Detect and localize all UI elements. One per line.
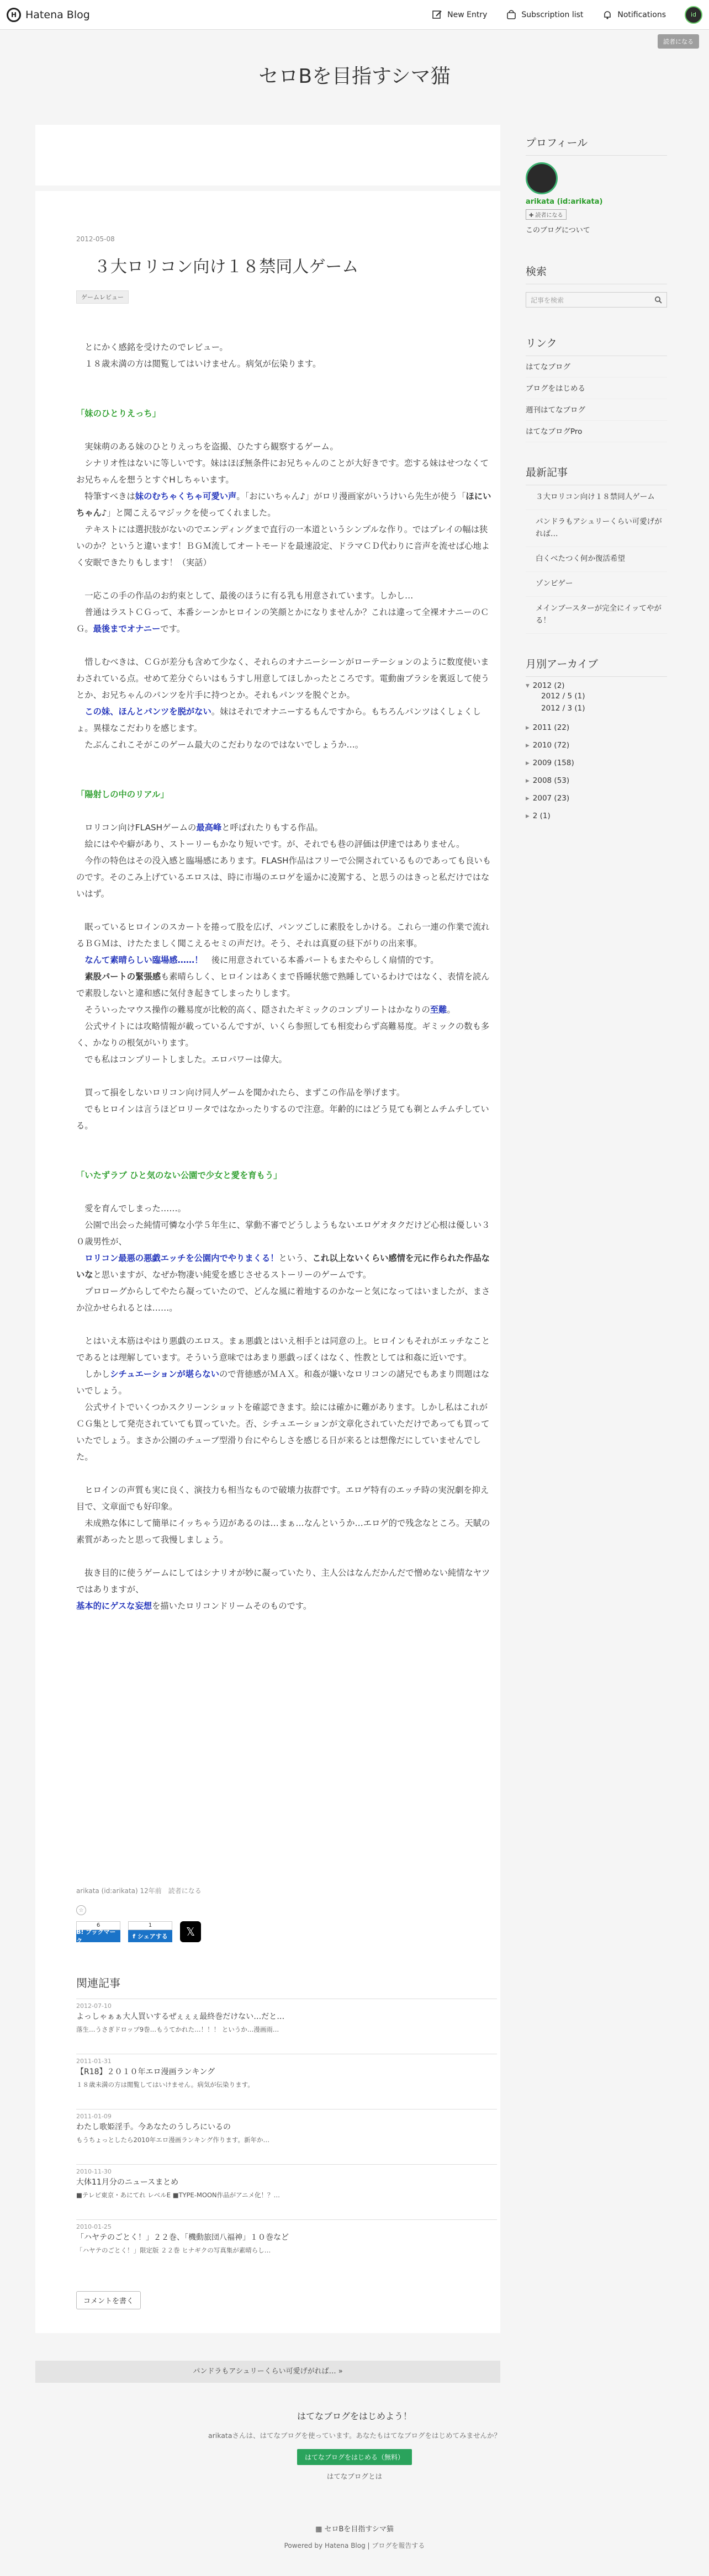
recent-entry-link[interactable]: ゾンビゲー xyxy=(526,572,667,597)
new-entry-link[interactable] xyxy=(432,9,487,20)
archive-heading: 月別アーカイブ xyxy=(526,656,667,677)
archive-month[interactable]: 2012 / 3 (1) xyxy=(541,704,585,713)
body-paragraph: たぶんこれこそがこのゲーム最大のこだわりなのではないでしょうか…。 xyxy=(76,740,364,750)
recent-entry-link[interactable]: メインブースターが完全にイッてやがる！ xyxy=(526,597,667,634)
archive-month[interactable]: 2012 / 5 (1) xyxy=(541,692,585,701)
spacer xyxy=(76,637,496,654)
archive-year-label: 2011 (22) xyxy=(532,723,570,732)
related-date: 2010-11-30 xyxy=(76,2168,112,2175)
search-icon[interactable] xyxy=(654,296,662,304)
spacer xyxy=(76,803,496,819)
related-title[interactable]: わたし歌姫淫手。今あなたのうしろにいるの xyxy=(76,2123,231,2132)
recent-entry-link[interactable]: パンドラもアシュリーくらい可愛げがれば… xyxy=(526,510,667,547)
body-paragraph: でもヒロインは言うほどロリータではなかったりするので注意。年齢的にはどう見ても剃とムチムチしている。 xyxy=(76,1104,489,1131)
spacer xyxy=(76,1068,496,1084)
body-paragraph: テキストには選択肢がないのでエンディングまで直行の一本道というシンプルな作り。ではプレイの幅は狭いのか？というと違います！ＢＧＭ流してオートモードを最速設定、ドラマＣＤ代わりに音声を流せば心地よく安眠できたりもします！（実話） xyxy=(76,524,490,568)
new-entry-label: New Entry xyxy=(447,10,488,19)
notifications-link[interactable] xyxy=(602,9,666,20)
blog-favicon-icon: ▦ xyxy=(315,2525,325,2533)
spacer xyxy=(76,372,496,389)
ad-area xyxy=(35,125,500,185)
search-placeholder: 記事を検索 xyxy=(531,296,564,304)
subscription-icon xyxy=(506,9,517,20)
facebook-button[interactable]: f シェアする xyxy=(128,1930,172,1942)
related-title[interactable]: 【R18】２０１０年エロ漫画ランキング xyxy=(76,2068,215,2076)
spacer xyxy=(76,1316,496,1333)
body-paragraph: プロローグからしてやたら凝っていたので、どんな風に着地するのかなーと気になってはいましたが、まさか泣かせられるとは……。 xyxy=(76,1286,490,1313)
entry-article xyxy=(35,191,500,2333)
body-paragraph: 公園で出会った純情可憐な小学５年生に、掌動不審でどうしようもないエロゲオタクだけど心根は優しい３０歳男性が、 xyxy=(76,1220,490,1247)
spacer xyxy=(76,753,496,770)
hatebu-share[interactable] xyxy=(76,1921,120,1942)
body-paragraph: とはいえ本筋はやはり悪戯のエロス。まぁ悪戯とはいえ相手とは同意の上。ヒロインもそれがエッチなことであるとは理解しています。そういう意味ではあまり悪戯っぽくはなく、性教としては和姦に近いです。 xyxy=(76,1336,490,1363)
archive-year-label: 2 (1) xyxy=(532,812,551,820)
emphasis-text: 基本的にゲスな妄想 xyxy=(76,1601,152,1611)
archive-year-label: 2008 (53) xyxy=(532,776,570,785)
profile-avatar[interactable] xyxy=(526,162,558,194)
chevron-right-icon[interactable]: ▸ xyxy=(526,776,530,785)
next-entry-link[interactable]: パンドラもアシュリーくらい可愛げがれば… » xyxy=(35,2361,500,2383)
body-paragraph: 公式サイトには攻略情報が載っているんですが、いくら参照しても相変わらず高難易度。ギミックの数も多く、かなりの根気がいります。 xyxy=(76,1021,490,1048)
related-snippet: ■テレビ東京・あにてれ レベルE ■TYPE-MOON作品がアニメ化！？… xyxy=(76,2191,281,2199)
sidebar-link[interactable]: はてなブログ xyxy=(526,356,667,378)
footer-blog-name-text: セロBを目指すシマ猫 xyxy=(324,2525,394,2533)
facebook-count: 1 xyxy=(128,1921,172,1930)
entry-date[interactable]: 2012-05-08 xyxy=(76,235,115,243)
emphasis-text: これ以上ないくらい感情を元に作られた作品ないな xyxy=(76,1253,490,1280)
entry-body xyxy=(76,339,496,1614)
about-link[interactable]: このブログについて xyxy=(526,226,590,235)
search-input[interactable] xyxy=(526,292,667,308)
entry-title[interactable]: ３大ロリコン向け１８禁同人ゲーム xyxy=(94,257,359,277)
related-item[interactable] xyxy=(76,2219,497,2255)
emphasis-text: 至難 xyxy=(430,1005,447,1015)
related-date: 2010-01-25 xyxy=(76,2223,112,2230)
pencil-icon xyxy=(432,9,443,20)
profile-name[interactable]: arikata (id:arikata) xyxy=(526,198,603,206)
body-paragraph: そういったマウス操作の難易度が比較的高く、隠されたギミックのコンプリートはかなりの至難。 xyxy=(76,1005,456,1015)
related-date: 2012-07-10 xyxy=(76,2002,112,2010)
related-date: 2011-01-31 xyxy=(76,2058,112,2065)
recent-list xyxy=(526,485,667,634)
profile-heading: プロフィール xyxy=(526,135,667,156)
body-paragraph: とにかく感銘を受けたのでレビュー。 xyxy=(76,342,228,352)
sidebar-link[interactable]: 週刊はてなブログ xyxy=(526,399,667,421)
chevron-right-icon[interactable]: ▸ xyxy=(526,812,530,820)
links-heading: リンク xyxy=(526,335,667,356)
body-paragraph: 未成熟な体にして簡単にイッちゃう辺があるのは…まぁ…なんというか…エロゲ的で残念なところ。天賦の素質があったと思って我慢しましょう。 xyxy=(76,1518,490,1545)
spacer xyxy=(76,1134,496,1151)
emphasis-text: 素股パートの緊張感 xyxy=(84,972,161,982)
chevron-right-icon[interactable]: ▸ xyxy=(526,759,530,767)
body-paragraph: シナリオ性はないに等しいです。妹はほぼ無条件にお兄ちゃんのことが大好きです。恋する妹はせつなくてお兄ちゃんを想うとすぐHしちゃいます。 xyxy=(76,458,489,485)
profile-reader-button[interactable]: ✚ 読者になる xyxy=(526,209,567,220)
body-paragraph: 特筆すべきは妹のむちゃくちゃ可愛い声。「おにいちゃん♪」がロリ漫画家がいうけいら先生が使う「ほにいちゃん♪」と聞こえるマジックを使ってくれました。 xyxy=(76,491,491,518)
body-paragraph: なんて素晴らしい臨場感……！ 後に用意されている本番パートもまたやらしく扇情的です。 xyxy=(84,955,439,965)
archive-year[interactable] xyxy=(526,789,667,807)
spacer xyxy=(76,422,496,438)
archive-year-label: 2010 (72) xyxy=(532,741,570,750)
footer-blog-name[interactable] xyxy=(0,2523,709,2533)
body-paragraph: ヒロインの声質も実に良く、演技力も相当なもので破壊力抜群です。エロゲ特有のエッチ時の実況劇を抑え目で、文章面でも好印象。 xyxy=(76,1485,489,1512)
subscription-list-link[interactable] xyxy=(506,9,583,20)
body-paragraph: ロリコン最悪の悪戯エッチを公園内でやりまくる！という、これ以上ないくらい感情を元に作られた作品ないなと思いますが、なぜか物凄い純愛を感じさせるストーリーのゲームです。 xyxy=(76,1253,490,1280)
body-paragraph: 惜しむべきは、ＣＧが差分も含めて少なく、それらのオナニーシーンがローテーションのように数度使いまわされている点。せめて差分ぐらいはもうすし用意してほしかったところです。電動歯ブラシを裏返して使うとか、お兄ちゃんのパンツを片手に持つとか。それもパンツを脱ぐとか。 xyxy=(76,657,490,700)
chevron-right-icon[interactable]: ▸ xyxy=(526,794,530,803)
start-blog-button[interactable]: はてなブログをはじめる（無料） xyxy=(297,2449,412,2465)
x-share-icon[interactable]: 𝕏 xyxy=(180,1921,201,1942)
related-snippet: 「ハヤテのごとく！」限定版 ２２巻 ヒナギクの写真集が素晴らし… xyxy=(76,2246,271,2254)
spacer xyxy=(76,770,496,786)
hatebu-count: 6 xyxy=(76,1921,120,1930)
spacer xyxy=(76,389,496,405)
body-paragraph: 今作の特色はその没入感と臨場感にあります。FLASH作品はフリーで公開されているものであっても良いものです。そのこみ上げているエロスは、時に市場のエロゲを遥かに凌駕する、と思うのはきっと私だけではないはず。 xyxy=(76,856,491,899)
hatena-blog-logo[interactable] xyxy=(7,8,90,22)
related-title: 関連記事 xyxy=(76,1976,120,1990)
body-paragraph: 実妹萌のある妹のひとりえっちを盗撮、ひたすら観察するゲーム。 xyxy=(76,442,338,452)
search-heading: 検索 xyxy=(526,263,667,284)
related-item[interactable] xyxy=(76,1999,497,2034)
sidebar-link[interactable]: ブログをはじめる xyxy=(526,378,667,399)
global-header xyxy=(0,0,709,30)
body-paragraph: 一応この手の作品のお約束として、最後のほうに有る乳も用意されています。しかし… xyxy=(76,591,414,601)
hatena-logo-icon: H xyxy=(7,8,21,22)
archive-year[interactable] xyxy=(526,719,667,736)
archive-year-label: 2007 (23) xyxy=(532,794,570,803)
section-heading[interactable]: 「妹のひとりえっち」 xyxy=(76,409,161,418)
spacer xyxy=(76,1548,496,1565)
emphasis-text: シチュエーションが堪らない xyxy=(110,1369,219,1379)
spacer xyxy=(76,902,496,919)
related-title[interactable]: 「ハヤテのごとく！」２２巻、「機動旅団八福神」１０巻など xyxy=(76,2233,289,2242)
spacer xyxy=(76,1465,496,1482)
logo-text: Hatena Blog xyxy=(25,8,90,21)
chevron-right-icon[interactable]: ▸ xyxy=(526,741,530,750)
related-title[interactable]: 大体11月分のニュースまとめ xyxy=(76,2178,179,2187)
sidebar xyxy=(526,135,667,825)
subscription-label: Subscription list xyxy=(521,10,584,19)
footer-cta-wrap xyxy=(0,2449,709,2465)
body-paragraph: １８歳未満の方は閲覧してはいけません。病気が伝染ります。 xyxy=(76,359,321,369)
body-paragraph: しかしシチュエーションが堪らないので背徳感がＭＡＸ。和姦が嫌いなロリコンの諸兄でもあまり問題はないでしょう。 xyxy=(76,1369,490,1396)
archive-year[interactable] xyxy=(526,677,667,719)
emphasis-text: なんて素晴らしい臨場感……！ xyxy=(84,955,203,965)
links-list xyxy=(526,356,667,442)
section-heading[interactable]: 「陽射しの中のリアル」 xyxy=(76,789,169,799)
body-paragraph: 眠っているヒロインのスカートを捲って股を広げ、パンツごしに素股をしかける。これら一連の作業で流れるＢＧＭは、けたたましく聞こえるセミの声だけ。そう、それは真夏の昼下がりの出来事。 xyxy=(76,922,490,948)
body-paragraph: でも私はコンプリートしました。エロパワーは偉大。 xyxy=(76,1054,287,1064)
comment-button[interactable]: コメントを書く xyxy=(76,2291,141,2309)
notifications-label: Notifications xyxy=(617,10,666,19)
emphasis-text: ロリコン最悪の悪戯エッチを公園内でやりまくる！ xyxy=(84,1253,279,1263)
footer-cta-title: はてなブログをはじめよう！ xyxy=(297,2411,412,2421)
body-paragraph: ロリコン向けFLASHゲームの最高峰と呼ばれたりもする作品。 xyxy=(76,823,323,833)
emphasis-text: ほにいちゃん♪ xyxy=(76,491,491,518)
related-snippet: もうちょっとしたら2010年エロ漫画ランキング作ります。新年か… xyxy=(76,2136,269,2144)
share-buttons xyxy=(76,1921,201,1942)
body-paragraph: 絵にはやや癖があり、ストーリーもかなり短いです。が、それでも巷の評価は伊達ではありません。 xyxy=(76,839,465,849)
facebook-share[interactable] xyxy=(128,1921,172,1942)
reader-button[interactable]: 読者になる xyxy=(658,34,699,49)
recent-entry-link[interactable]: 白くべたつく何か復活希望 xyxy=(526,547,667,572)
spacer xyxy=(76,1151,496,1167)
blog-title[interactable]: セロBを目指すシマ猫 xyxy=(258,65,451,88)
footer-powered[interactable]: Powered by Hatena Blog | ブログを報告する xyxy=(284,2542,425,2550)
chevron-right-icon[interactable]: ▸ xyxy=(526,723,530,732)
footer-cta-text: arikataさんは、はてなブログを使っています。あなたもはてなブログをはじめてみませんか？ xyxy=(208,2431,501,2440)
body-paragraph: 素股パートの緊張感も素晴らしく、ヒロインはあくまで昏睡状態で熟睡しているわけではなく、表情を読んで素股しないと違和感に気付き起きてしまったりします。 xyxy=(76,972,490,998)
section-heading[interactable]: 「いたずラブ ひと気のない公園で少女と愛を育もう」 xyxy=(76,1170,282,1180)
body-paragraph: 買って損をしないロリコン向け同人ゲームを聞かれたら、まずこの作品を挙げます。 xyxy=(76,1088,405,1098)
star-icon[interactable]: ☆ xyxy=(76,1905,86,1915)
body-paragraph: 基本的にゲスな妄想を描いたロリコンドリームそのものです。 xyxy=(76,1601,312,1611)
archive-year-label: 2012 (2) xyxy=(532,681,565,690)
user-avatar[interactable] xyxy=(685,6,702,24)
body-paragraph: 公式サイトでいくつかスクリーンショットを確認できます。絵には確かに難があります。しかし私はこれがＣＧ集として発売されていても買っていた。否、シチュエーションが文章化されていただけであっても買っていたでしょう。まさか公園のチューブ型滑り台にやらしさを感じる日が来るとは想像だにしていませんでした。 xyxy=(76,1402,490,1462)
body-paragraph: 普通はラストＣＧって、本番シーンかヒロインの笑顔とかになりませんか？これは違って全裸オナニーのＣＧ。最後までオナニーです。 xyxy=(76,607,489,634)
entry-footer[interactable]: arikata (id:arikata) 12年前 読者になる xyxy=(76,1887,202,1895)
hatebu-button[interactable]: B! ブックマーク xyxy=(76,1930,120,1942)
chevron-down-icon[interactable]: ▾ xyxy=(526,681,530,690)
related-item[interactable] xyxy=(76,2054,497,2089)
archive-year[interactable] xyxy=(526,736,667,754)
body-paragraph: 愛を育んでしまった……。 xyxy=(76,1204,186,1213)
bell-icon xyxy=(602,9,613,20)
recent-entry-link[interactable]: ３大ロリコン向け１８禁同人ゲーム xyxy=(526,485,667,510)
archive-year[interactable] xyxy=(526,754,667,772)
archive-year[interactable] xyxy=(526,772,667,789)
related-snippet: １８歳未満の方は閲覧してはいけません。病気が伝染ります。 xyxy=(76,2081,254,2089)
archive-year[interactable] xyxy=(526,807,667,825)
recent-heading: 最新記事 xyxy=(526,464,667,485)
emphasis-text: この妹、ほんとパンツを脱がない xyxy=(84,707,211,717)
body-paragraph: この妹、ほんとパンツを脱がない。妹はそれでオナニーするもんですから。もちろんパンツはくしょくしょ。異様なこだわりを感じます。 xyxy=(76,707,481,733)
related-title[interactable]: よっしゃぁぁ大人買いするぜぇぇぇ最終巻だけない…だと… xyxy=(76,2012,285,2021)
entry-category[interactable]: ゲームレビュー xyxy=(76,290,129,304)
sidebar-link[interactable]: はてなブログPro xyxy=(526,421,667,442)
archive-year-label: 2009 (158) xyxy=(532,759,574,767)
what-is-hatena-link[interactable]: はてなブログとは xyxy=(326,2472,383,2480)
emphasis-text: 最後までオナニー xyxy=(93,624,161,634)
archive-list xyxy=(526,677,667,825)
emphasis-text: 妹のむちゃくちゃ可愛い声 xyxy=(135,491,237,501)
spacer xyxy=(76,571,496,587)
body-paragraph: 抜き目的に使うゲームにしてはシナリオが妙に凝っていたり、主人公はなんだかんだで憎めない純情なヤツではありますが、 xyxy=(76,1568,490,1594)
related-snippet: 落生…うさぎドロップ9巻…もうてかれた…！！！ というか…漫画雨… xyxy=(76,2026,279,2033)
spacer xyxy=(76,1184,496,1200)
avatar-text: id xyxy=(690,11,697,18)
related-item[interactable] xyxy=(76,2109,497,2144)
emphasis-text: 最高峰 xyxy=(196,823,222,833)
related-date: 2011-01-09 xyxy=(76,2113,112,2120)
related-item[interactable] xyxy=(76,2164,497,2199)
